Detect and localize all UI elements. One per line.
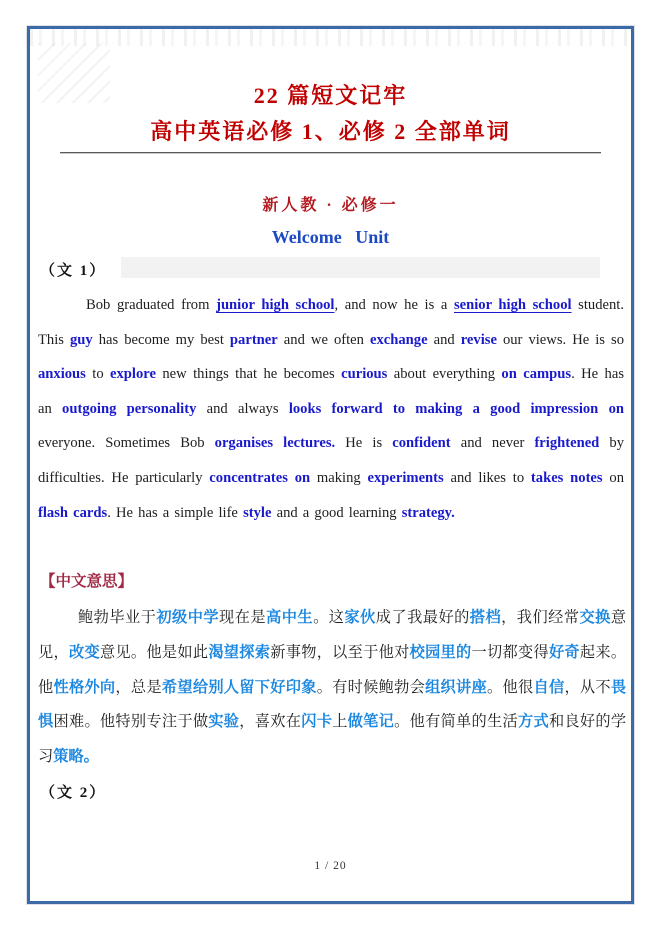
text-run: revise — [460, 331, 497, 348]
text-run: ，总是 — [115, 678, 162, 696]
edition-heading: 新人教 · 必修一 — [262, 197, 399, 214]
text-run: and always — [196, 400, 289, 417]
text-run: organises lectures. — [214, 435, 336, 452]
text-run: 做笔记 — [347, 713, 395, 731]
text-run: 闪卡 — [301, 713, 333, 731]
text-run: 困难。他特别专注于做 — [53, 713, 209, 731]
text-run: exchange — [370, 331, 428, 348]
text-run: junior high school — [216, 297, 335, 313]
text-run: style — [243, 504, 272, 521]
text-run: student. This — [38, 297, 624, 348]
text-run: 鲍勃毕业于 — [78, 609, 157, 626]
text-run: senior high school — [453, 297, 572, 313]
text-run: 初级中学 — [156, 609, 220, 626]
title-divider-rule — [60, 152, 601, 154]
text-run: 组织讲座 — [425, 678, 488, 696]
text-run: 家伙 — [344, 609, 376, 626]
text-run: and never — [450, 435, 535, 452]
text-run: partner — [229, 331, 278, 348]
text-run: 自信 — [533, 678, 565, 696]
text-run: ，喜欢在 — [239, 713, 302, 731]
text-run: 。这 — [313, 609, 345, 626]
text-run: 畏惧 — [38, 678, 627, 731]
text-run: takes notes — [530, 469, 603, 486]
text-run: 和良好的学习 — [38, 713, 627, 766]
text-run: 现在是 — [219, 609, 267, 626]
text-run: 交换 — [579, 609, 611, 626]
text-run: 一切都变得 — [471, 643, 549, 661]
text-run: our views. He is so — [496, 331, 625, 348]
text-run: anxious — [38, 366, 86, 383]
text-run: outgoing personality — [62, 400, 197, 417]
text-run: to — [85, 366, 111, 383]
text-run: 方式 — [517, 713, 549, 731]
text-run: 意见， — [38, 609, 627, 661]
text-run: He is — [335, 435, 393, 452]
passage1-english-paragraph — [38, 288, 624, 530]
text-run: ，从不 — [564, 678, 611, 696]
text-run: 改变 — [68, 643, 100, 661]
text-run: 。他很 — [487, 678, 534, 696]
text-run: looks forward to making a good impression on — [288, 400, 624, 417]
text-run: 渴望探索 — [208, 643, 271, 661]
text-run: by difficulties. He particularly — [38, 435, 625, 486]
document-title-line1: 22 篇短文记牢 — [253, 83, 408, 108]
text-run: and a good learning — [271, 504, 402, 521]
text-run: 新事物，以至于他对 — [270, 643, 410, 661]
text-run: curious — [341, 366, 388, 383]
watermark-pattern — [30, 29, 631, 46]
text-run: 成了我最好的 — [375, 609, 470, 626]
text-run: 性格外向 — [53, 678, 116, 696]
text-run: strategy. — [401, 504, 455, 521]
passage1-label: （文 1） — [40, 263, 107, 279]
text-run: explore — [110, 366, 156, 383]
translation-chinese-paragraph — [38, 601, 626, 775]
text-run: and likes to — [443, 469, 531, 486]
text-run: on — [602, 469, 624, 486]
text-run: everyone. Sometimes Bob — [38, 435, 215, 452]
page-inner — [30, 29, 631, 901]
text-run: 。他有简单的生活 — [394, 713, 518, 731]
text-run: 校园里的 — [409, 643, 472, 661]
text-run: frightened — [534, 435, 600, 452]
text-run: making — [310, 469, 368, 486]
text-run: about everything — [387, 366, 502, 383]
text-run: , and now he is a — [334, 297, 454, 313]
text-run: 。有时候鲍勃会 — [316, 678, 426, 696]
page-number: 1 / 20 — [314, 860, 347, 872]
text-run: 意见。他是如此 — [99, 643, 209, 661]
text-run: 策略。 — [53, 748, 99, 766]
text-run: 上 — [332, 713, 348, 731]
text-run: Bob graduated from — [86, 297, 217, 313]
text-run: flash cards — [38, 504, 108, 521]
text-run: confident — [392, 435, 451, 452]
text-run: 起来。他 — [38, 643, 627, 696]
text-run: . He has a simple life — [107, 504, 244, 521]
text-run: guy — [70, 331, 93, 348]
text-run: has become my best — [92, 331, 230, 348]
document-title-line2: 高中英语必修 1、必修 2 全部单词 — [150, 119, 511, 144]
text-run: 希望给别人留下好印象 — [161, 678, 317, 696]
text-run: ，我们经常 — [501, 609, 580, 626]
text-run: new things that he becomes — [155, 366, 342, 383]
document-page — [27, 26, 634, 904]
text-run: 搭档 — [469, 609, 502, 626]
text-run: concentrates on — [209, 469, 311, 486]
text-run: experiments — [367, 469, 444, 486]
text-run: and we often — [277, 331, 370, 348]
text-run: . He has an — [38, 366, 625, 417]
passage1-highlight-box — [121, 257, 600, 278]
document-title — [30, 78, 631, 150]
translation-heading: 【中文意思】 — [40, 573, 134, 590]
text-run: 高中生 — [266, 609, 314, 626]
text-run: 实验 — [208, 713, 240, 731]
unit-heading: Welcome Unit — [271, 227, 390, 247]
text-run: on campus — [501, 366, 572, 383]
text-run: 好奇 — [548, 643, 580, 661]
text-run: and — [427, 331, 461, 348]
passage2-label: （文 2） — [40, 785, 107, 801]
